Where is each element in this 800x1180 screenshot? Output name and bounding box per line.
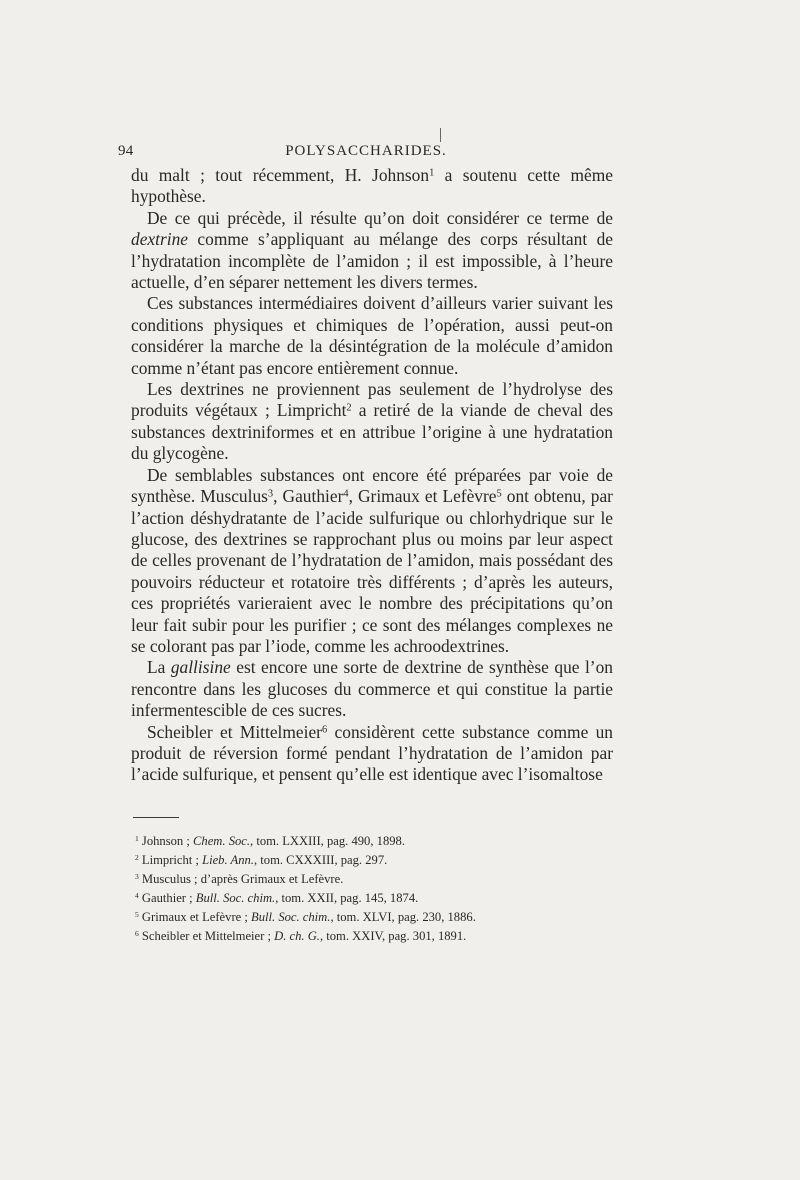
text-run: , tom. XLVI, pag. 230, 1886. xyxy=(330,909,476,924)
footnote-marker: 6 xyxy=(135,928,139,938)
footnote xyxy=(135,851,575,870)
page-number: 94 xyxy=(118,143,134,159)
paragraph xyxy=(131,379,613,465)
running-title: POLYSACCHARIDES. xyxy=(285,143,447,159)
italic-text: D. ch. G. xyxy=(274,928,320,943)
text-run: du malt ; tout récemment, H. Johnson xyxy=(131,165,430,185)
italic-text: dextrine xyxy=(131,229,188,250)
text-run: La xyxy=(147,657,171,678)
stray-print-mark xyxy=(440,128,441,142)
text-run: De semblables substances ont encore été préparées par voie de synthèse. Musculus xyxy=(131,464,613,507)
text-run: comme s’appliquant au mélange des corps résultant de l’hydratation incomplète de l’amidon ; il est impossible, à l’heure actuelle, d’en séparer nettement les divers termes. xyxy=(131,229,613,293)
text-run: Grimaux et Lefèvre ; xyxy=(138,909,252,924)
footnote-separator xyxy=(133,817,179,818)
text-run: , Gauthier xyxy=(273,486,344,507)
footnotes xyxy=(135,832,575,945)
text-run: Musculus ; d’après Grimaux et Lefèvre. xyxy=(138,871,344,886)
text-run: Scheibler et Mittelmeier xyxy=(147,721,322,742)
text-run: Johnson ; xyxy=(138,834,194,848)
text-run: a retiré de la viande de cheval des substances dextriniformes et en attribue l’origine à une hydratation du glycogène. xyxy=(131,400,613,464)
footnote-marker: 4 xyxy=(343,488,349,500)
text-run: considèrent cette substance comme un produit de réversion formé pendant l’hydratation de l’amidon par l’acide sulfurique, et pensent qu’elle est identique avec l’isomaltose xyxy=(131,721,614,785)
footnote-marker: 3 xyxy=(135,871,139,881)
footnote xyxy=(135,832,575,851)
italic-text: Chem. Soc. xyxy=(193,834,251,848)
footnote-marker: 4 xyxy=(135,890,139,900)
italic-text: Bull. Soc. chim. xyxy=(195,890,276,905)
footnote-marker: 1 xyxy=(135,833,139,843)
italic-text: Lieb. Ann. xyxy=(202,852,254,867)
footnote-marker: 3 xyxy=(267,488,274,500)
text-run: , Grimaux et Lefèvre xyxy=(348,486,497,507)
footnote xyxy=(135,927,575,946)
text-run: ont obtenu, par l’action déshydratante de l’acide sulfurique ou chlorhydrique sur le glucose, des dextrines se rapprochant plus ou moins par leur aspect de celles provenant de l’hydratation de l’amidon, mais possédant des pouvoirs réducteur et rotatoire très différents ; d’après les auteurs, ces propriétés varieraient avec le nombre des précipitations qu’on leur fait subir pour les purifier ; ce sont des mélanges complexes ne se colorant pas par l’iode, comme les achroodextrines. xyxy=(131,486,613,656)
footnote xyxy=(135,889,575,908)
footnote-marker: 6 xyxy=(321,723,328,735)
footnote-marker: 5 xyxy=(496,488,502,500)
paragraph xyxy=(131,657,613,721)
footnote-marker: 2 xyxy=(346,402,352,414)
footnote-marker: 1 xyxy=(429,167,435,179)
paragraph xyxy=(131,465,613,658)
footnote-marker: 5 xyxy=(135,909,139,919)
footnote-marker: 2 xyxy=(135,852,139,862)
text-run: Les dextrines ne proviennent pas seulement de l’hydrolyse des produits végétaux ; Limpricht xyxy=(131,379,613,421)
text-run: , tom. CXXXIII, pag. 297. xyxy=(254,852,388,867)
footnote xyxy=(135,870,575,889)
text-run: Gauthier ; xyxy=(138,890,196,905)
text-run: De ce qui précède, il résulte qu’on doit considérer ce terme de xyxy=(147,207,613,228)
text-run: , tom. XXIV, pag. 301, 1891. xyxy=(319,928,467,943)
text-run: Ces substances intermédiaires doivent d’ailleurs varier suivant les conditions physiques et chimiques de l’opération, aussi peut-on considérer la marche de la désintégration de la molécule d’amidon comme n’étant pas encore entièrement connue. xyxy=(131,293,613,378)
paragraph xyxy=(131,165,613,208)
text-run: a soutenu cette même hypothèse. xyxy=(131,165,613,207)
text-run: , tom. XXII, pag. 145, 1874. xyxy=(275,890,419,905)
italic-text: Bull. Soc. chim. xyxy=(251,909,331,924)
footnote xyxy=(135,908,575,927)
paragraph xyxy=(131,208,613,294)
text-run: Scheibler et Mittelmeier ; xyxy=(138,928,275,943)
body-text xyxy=(131,165,613,786)
text-run: est encore une sorte de dextrine de synthèse que l’on rencontre dans les glucoses du commerce et qui constitue la partie infermentescible de ces sucres. xyxy=(131,657,613,721)
italic-text: gallisine xyxy=(170,657,231,678)
text-run: Limpricht ; xyxy=(138,852,203,867)
paragraph xyxy=(131,293,613,379)
paragraph xyxy=(131,722,613,786)
text-run: , tom. LXXIII, pag. 490, 1898. xyxy=(250,834,405,848)
page-header xyxy=(118,143,614,163)
